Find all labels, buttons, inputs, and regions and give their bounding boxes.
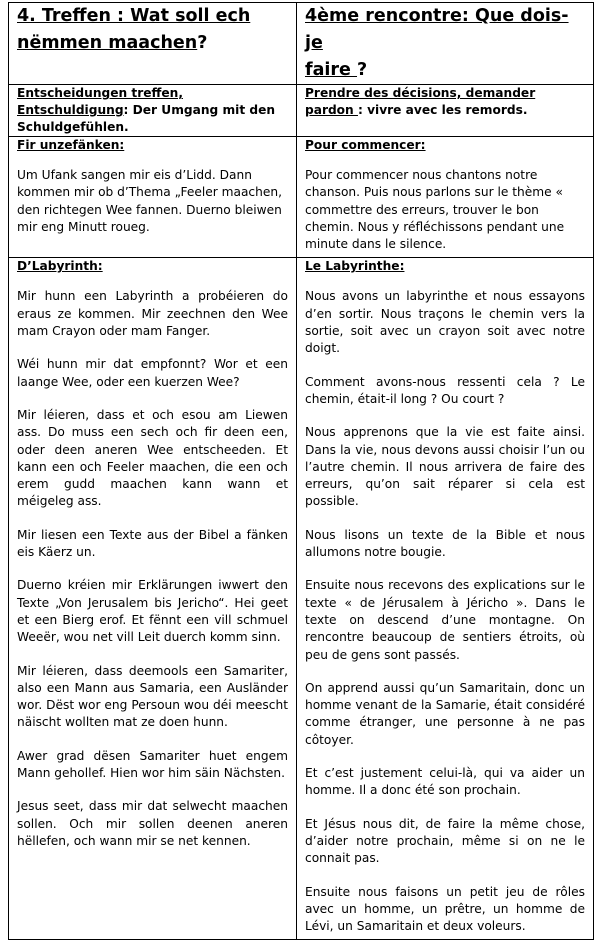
labyrinth-lu-paragraph: Duerno kréien mir Erklärungen iwwert den Texte „Von Jerusalem bis Jericho“. Hei geet et een Bierg erof. Et fënnt een vill schmuel Weeër, wou net vill Leit duerch komm sinn. xyxy=(17,578,288,645)
title-lu-mark: ? xyxy=(197,33,208,53)
title-lu-line2: nëmmen maachen xyxy=(17,33,198,53)
intro-text-fr: Pour commencer nous chantons notre chanson. Puis nous parlons sur le thème « commettre des erreurs, trouver le bon chemin. Nous y réfléchissons pendant une minute dans le silence. xyxy=(305,168,565,252)
intro-text-lu: Um Ufank sangen mir eis d’Lidd. Dann kommen mir ob d’Thema „Feeler maachen, den richtegen Wee fannen. Duerno bleiwen mir eng Minutt roueg. xyxy=(17,168,282,234)
labyrinth-row xyxy=(9,258,594,940)
theme-lu xyxy=(17,85,288,136)
labyrinth-fr-paragraph: Ensuite nous faisons un petit jeu de rôles avec un homme, un prêtre, un homme de Lévi, un Samaritain et deux voleurs. xyxy=(305,884,585,934)
title-lu-line1: 4. Treffen : Wat soll ech xyxy=(17,6,251,26)
title-fr-line2: faire xyxy=(305,60,358,80)
labyrinth-fr-paragraph: On apprend aussi qu’un Samaritain, donc un homme venant de la Samarie, était considéré comme étranger, une personne à ne pas côtoyer. xyxy=(305,680,585,747)
labyrinth-lu-paragraph: Mir léieren, dass deemools een Samariter, also een Mann aus Samaria, een Ausländer wor. Dëst wor eng Persoun wou déi meescht näischt wollten mat ze doen hunn. xyxy=(17,663,288,730)
labyrinth-lu-paragraph: Mir hunn een Labyrinth a probéieren do eraus ze kommen. Mir zeechnen den Wee mam Crayon oder mam Fanger. xyxy=(17,289,288,339)
theme-fr xyxy=(305,85,585,119)
intro-heading-lu: Fir unzefänken: xyxy=(17,138,125,152)
title-fr-line1: 4ème rencontre: Que dois-je xyxy=(305,6,569,53)
theme-fr-label: Prendre des décisions, demander pardon xyxy=(305,86,536,117)
labyrinth-fr-paragraph: Nous avons un labyrinthe et nous essayons d’en sortir. Nous traçons le chemin vers la sortie, soit avec un crayon soit avec notre doigt. xyxy=(305,289,585,356)
theme-cell-fr xyxy=(297,85,594,137)
bilingual-table xyxy=(8,2,594,940)
labyrinth-lu-paragraph: Wéi hunn mir dat empfonnt? Wor et een laange Wee, oder een kuerzen Wee? xyxy=(17,357,288,389)
labyrinth-lu-paragraph: Mir liesen een Texte aus der Bibel a fänken eis Käerz un. xyxy=(17,527,288,560)
title-row xyxy=(9,3,594,85)
labyrinth-lu-paragraph: Jesus seet, dass mir dat selwecht maachen sollen. Och mir sollen deenen aneren hëllefen, och wann mir se net kennen. xyxy=(17,799,288,848)
labyrinth-lu-paragraph: Awer grad dësen Samariter huet engem Mann gehollef. Hien wor him säin Nächsten. xyxy=(17,748,288,781)
title-fr-mark: ? xyxy=(357,60,368,80)
theme-fr-rest: : vivre avec les remords. xyxy=(357,103,528,117)
meeting-title-lu xyxy=(17,3,288,57)
labyrinth-fr-paragraph: Ensuite nous recevons des explications sur le texte « de Jérusalem à Jéricho ». Dans le texte on descend d’une montagne. On rencontre beaucoup de sentiers étroits, où peu de gens sont passés. xyxy=(305,578,585,662)
title-cell-fr xyxy=(297,3,594,85)
intro-row xyxy=(9,137,594,258)
theme-cell-lu xyxy=(9,85,297,137)
intro-heading-fr: Pour commencer: xyxy=(305,138,426,152)
labyrinth-fr-paragraph: Et c’est justement celui-là, qui va aider un homme. Il a donc été son prochain. xyxy=(305,766,585,798)
theme-row xyxy=(9,85,594,137)
labyrinth-cell-fr xyxy=(297,258,594,940)
labyrinth-fr-paragraph: Et Jésus nous dit, de faire la même chose, d’aider notre prochain, même si on ne le connait pas. xyxy=(305,816,585,866)
labyrinth-cell-lu xyxy=(9,258,297,940)
meeting-title-fr xyxy=(305,3,585,84)
labyrinth-fr-paragraph: Nous lisons un texte de la Bible et nous allumons notre bougie. xyxy=(305,527,585,560)
theme-lu-rest: : Der Umgang mit den Schuldgefühlen. xyxy=(17,103,276,134)
title-cell-lu xyxy=(9,3,297,85)
theme-lu-label: Entscheidungen treffen, Entschuldigung xyxy=(17,86,183,117)
labyrinth-heading-fr: Le Labyrinthe: xyxy=(305,259,405,274)
labyrinth-fr-paragraph: Comment avons-nous ressenti cela ? Le chemin, était-il long ? Ou court ? xyxy=(305,374,585,406)
intro-cell-lu xyxy=(9,137,297,258)
labyrinth-lu-paragraph: Mir léieren, dass et och esou am Liewen ass. Do muss een sech och fir deen een, oder deen aneren Wee entscheeden. Et kann een och Feeler maachen, die een och erem gudd maachen kann wann et méigeleg ass. xyxy=(17,407,288,509)
labyrinth-heading-lu: D’Labyrinth: xyxy=(17,259,103,274)
intro-cell-fr xyxy=(297,137,594,258)
labyrinth-fr-paragraph: Nous apprenons que la vie est faite ainsi. Dans la vie, nous devons aussi choisir l’un ou l’autre chemin. Il nous arrivera de faire des erreurs, qu’on sait réparer si cela est possible. xyxy=(305,425,585,509)
